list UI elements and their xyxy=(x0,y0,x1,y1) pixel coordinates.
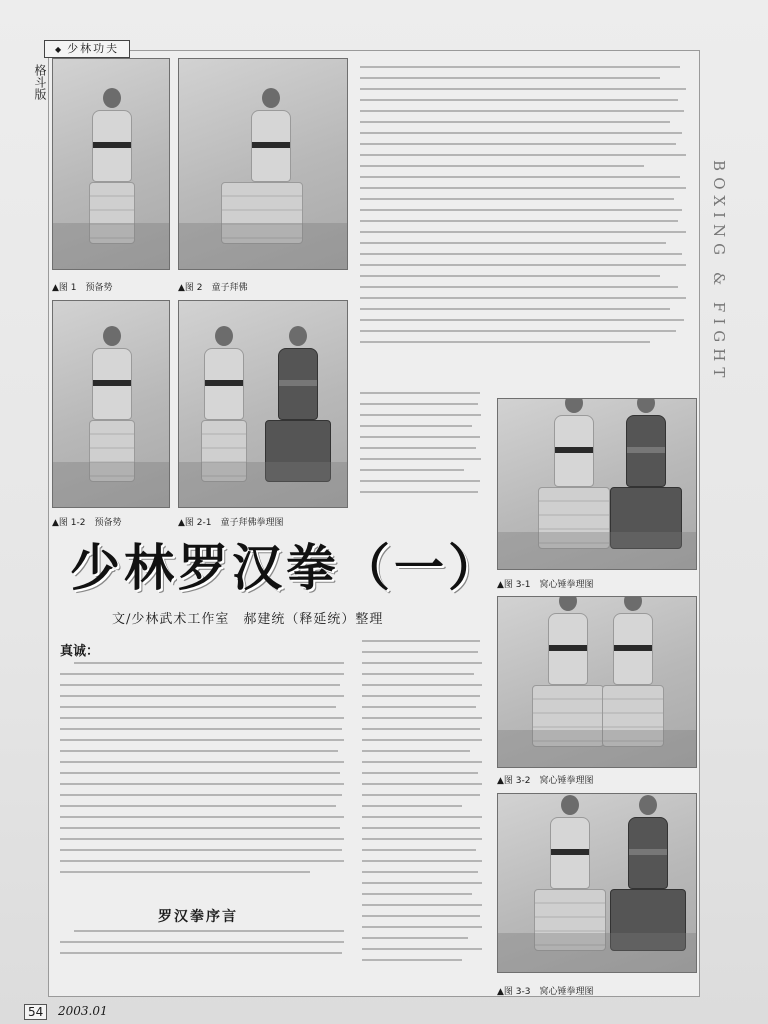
monk-figure xyxy=(538,398,610,549)
body-text-top-right xyxy=(360,66,690,352)
caption-fig3-2: ▲图 3-2 窝心锤拳理图 xyxy=(497,776,594,786)
issue-date: 2003.01 xyxy=(58,1004,108,1018)
body-text-preface xyxy=(60,930,346,963)
photo-fig3-1 xyxy=(497,398,697,570)
photo-fig2 xyxy=(178,58,348,270)
monk-figure xyxy=(534,795,606,951)
monk-figure xyxy=(532,596,604,747)
monk-figure-opponent xyxy=(610,795,686,951)
photo-fig1-2 xyxy=(52,300,170,508)
caption-fig3-1: ▲图 3-1 窝心锤拳理图 xyxy=(497,580,594,590)
photo-fig3-3 xyxy=(497,793,697,973)
monk-figure xyxy=(89,88,135,244)
monk-figure-opponent xyxy=(265,326,331,482)
vertical-column-title: BOXING & FIGHT xyxy=(710,160,728,384)
article-title: 少林罗汉拳（一） xyxy=(70,539,502,597)
caption-fig2-1: ▲图 2-1 童子拜佛拳理图 xyxy=(178,518,284,528)
monk-figure xyxy=(201,326,247,482)
monk-figure-opponent xyxy=(610,398,682,549)
caption-fig2: ▲图 2 童子拜佛 xyxy=(178,283,248,293)
caption-fig1-2: ▲图 1-2 预备势 xyxy=(52,518,122,528)
caption-fig3-3: ▲图 3-3 窝心锤拳理图 xyxy=(497,987,594,997)
section-tag: ◆ 少林功夫 xyxy=(44,40,130,58)
monk-figure xyxy=(239,88,303,244)
photo-fig3-2 xyxy=(497,596,697,768)
body-text-mid-right xyxy=(360,392,485,502)
body-text-intro xyxy=(60,662,346,882)
photo-fig2-1 xyxy=(178,300,348,508)
caption-fig1: ▲图 1 预备势 xyxy=(52,283,113,293)
page-number: 54 xyxy=(24,1004,47,1020)
article-byline: 文/少林武术工作室 郝建统（释延统）整理 xyxy=(112,612,384,627)
intro-heading: 真诚： xyxy=(60,644,100,659)
monk-figure-opponent xyxy=(602,596,664,747)
side-label: 格斗版 xyxy=(33,64,47,100)
monk-figure xyxy=(89,326,135,482)
preface-subheading: 罗汉拳序言 xyxy=(158,909,238,925)
photo-fig1 xyxy=(52,58,170,270)
body-text-lower-middle xyxy=(362,640,484,970)
